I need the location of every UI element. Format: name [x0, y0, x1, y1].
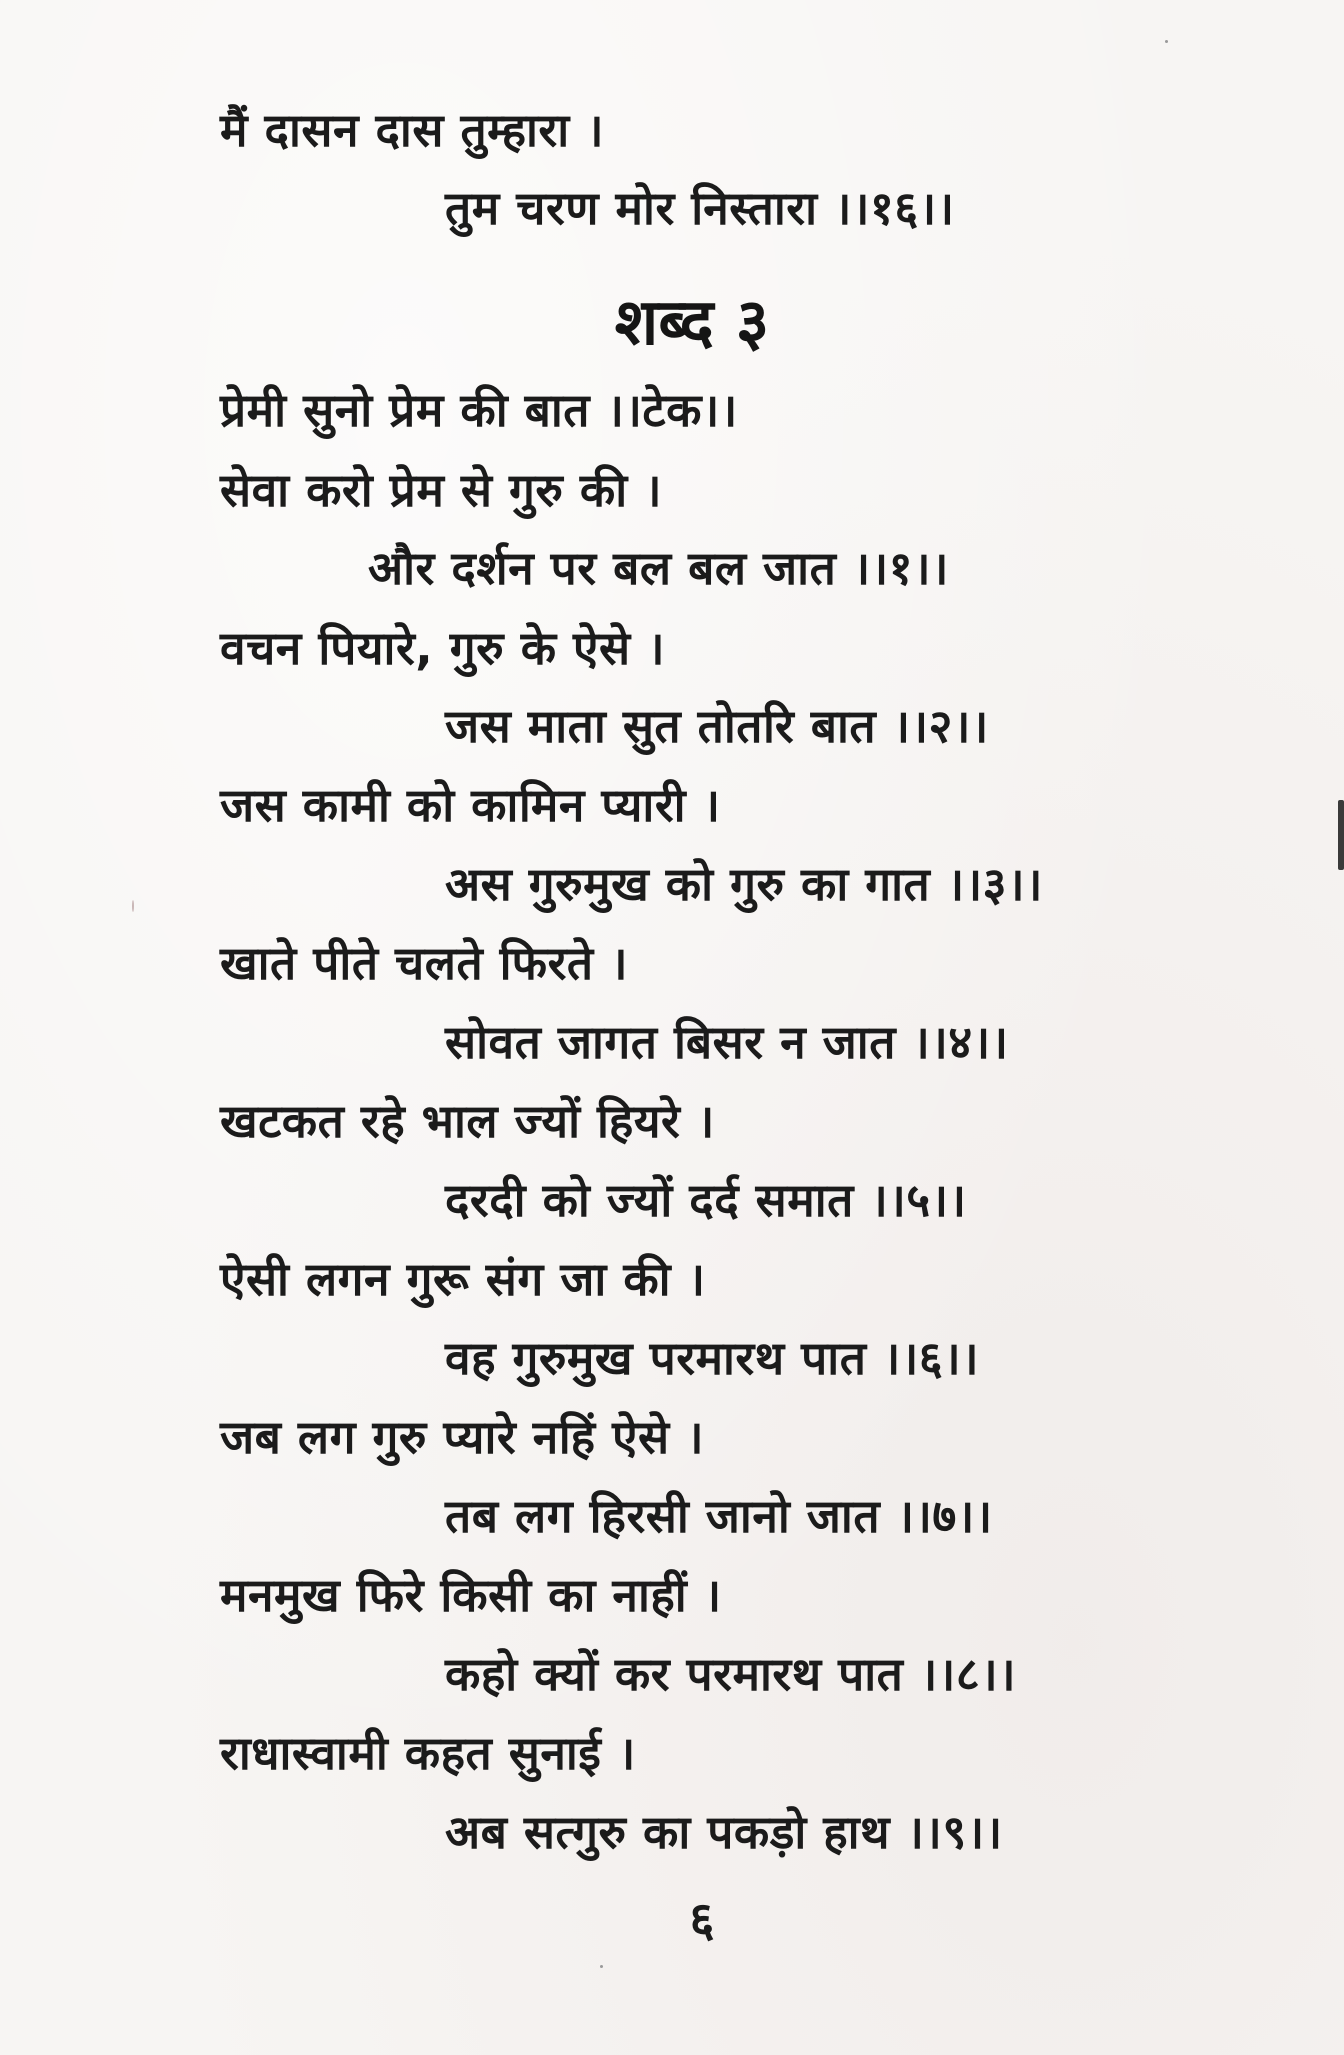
paper-speck [132, 900, 134, 912]
verse-line-1: मैं दासन दास तुम्हारा । [220, 103, 605, 157]
section-heading: शब्द ३ [614, 286, 770, 360]
verse-line-18: कहो क्यों कर परमारथ पात ।।८।। [445, 1647, 1017, 1701]
refrain-line: प्रेमी सुनो प्रेम की बात ।।टेक।। [220, 383, 738, 437]
verse-line-19: राधास्वामी कहत सुनाई । [220, 1726, 636, 1780]
paper-speck [600, 1965, 603, 1968]
page-number: ६ [689, 1892, 715, 1948]
verse-line-6: जस माता सुत तोतरि बात ।।२।। [445, 699, 989, 753]
verse-line-12: दरदी को ज्यों दर्द समात ।।५।। [445, 1173, 967, 1227]
page-edge-mark [1338, 800, 1344, 870]
verse-line-16: तब लग हिरसी जानो जात ।।७।। [445, 1489, 993, 1543]
verse-line-14: वह गुरुमुख परमारथ पात ।।६।। [445, 1331, 980, 1385]
verse-line-4: और दर्शन पर बल बल जात ।।१।। [368, 541, 949, 595]
verse-line-15: जब लग गुरु प्यारे नहिं ऐसे । [220, 1410, 705, 1464]
verse-line-3: सेवा करो प्रेम से गुरु की । [220, 463, 663, 517]
verse-line-17: मनमुख फिरे किसी का नाहीं । [220, 1568, 722, 1622]
verse-line-20: अब सत्गुरु का पकड़ो हाथ ।।९।। [445, 1805, 1003, 1859]
verse-line-7: जस कामी को कामिन प्यारी । [220, 778, 721, 832]
verse-line-5: वचन पियारे, गुरु के ऐसे । [220, 621, 666, 675]
verse-line-2: तुम चरण मोर निस्तारा ।।१६।। [445, 181, 955, 235]
verse-line-9: खाते पीते चलते फिरते । [220, 936, 629, 990]
paper-speck [1165, 40, 1168, 43]
verse-line-8: अस गुरुमुख को गुरु का गात ।।३।। [445, 857, 1043, 911]
verse-line-11: खटकत रहे भाल ज्यों हियरे । [220, 1094, 715, 1148]
verse-line-13: ऐसी लगन गुरू संग जा की । [220, 1252, 706, 1306]
verse-line-10: सोवत जागत बिसर न जात ।।४।। [445, 1015, 1009, 1069]
